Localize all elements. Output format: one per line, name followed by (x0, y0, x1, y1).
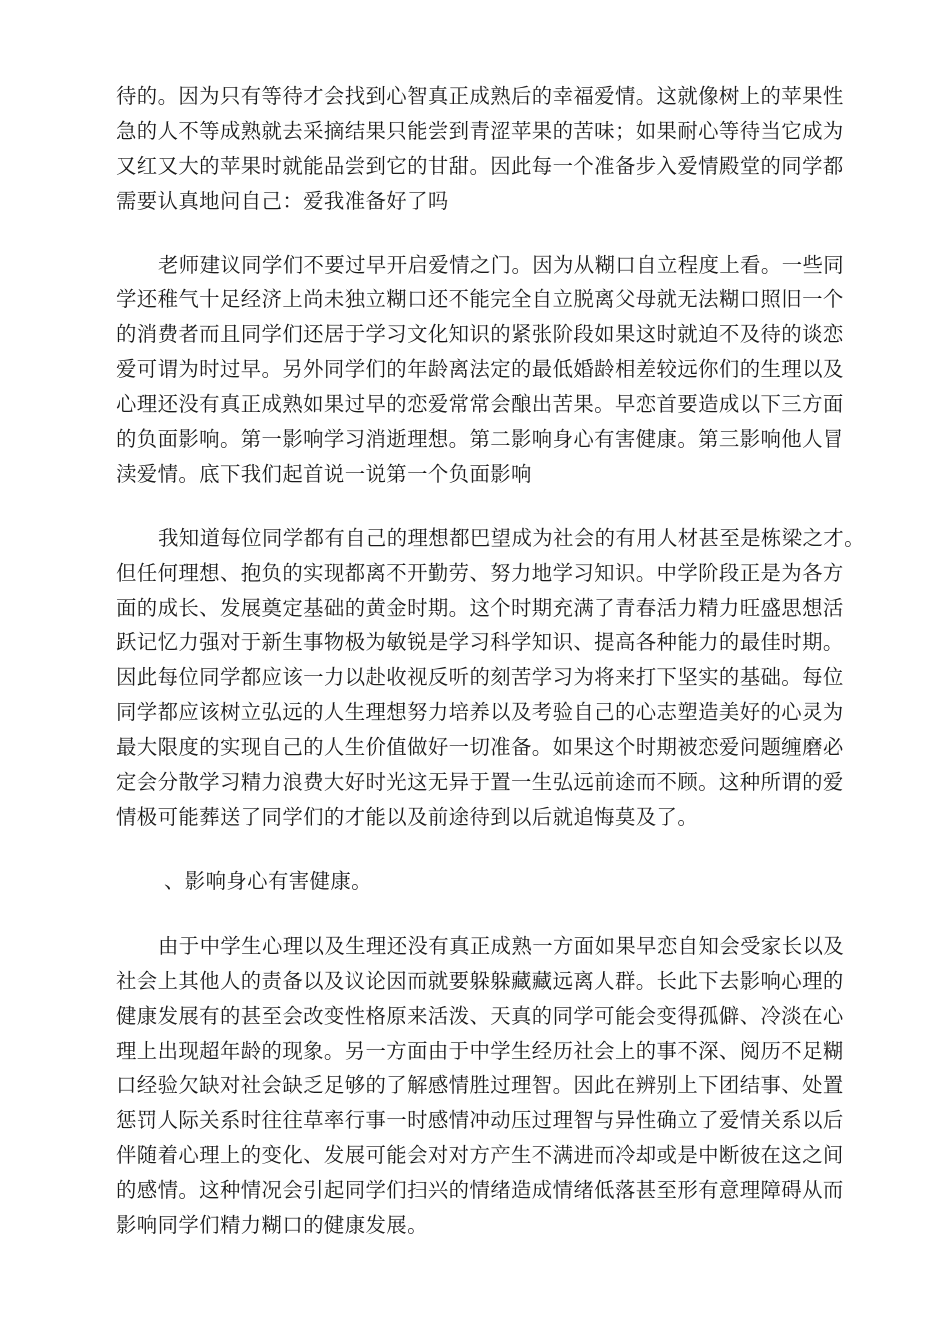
paragraph-2-line-5: 心理还没有真正成熟如果过早的恋爱常常会酿出苦果。早恋首要造成以下三方面 (116, 392, 844, 416)
paragraph-1-line-3: 又红又大的苹果时就能品尝到它的甘甜。因此每一个准备步入爱情殿堂的同学都 (116, 154, 844, 178)
paragraph-3-line-3: 面的成长、发展奠定基础的黄金时期。这个时期充满了青春活力精力旺盛思想活 (116, 596, 844, 620)
paragraph-5-line-1: 由于中学生心理以及生理还没有真正成熟一方面如果早恋自知会受家长以及 (158, 934, 845, 958)
paragraph-5-line-5: 口经验欠缺对社会缺乏足够的了解感情胜过理智。因此在辨别上下团结事、处置 (116, 1073, 844, 1097)
paragraph-2-line-7: 渎爱情。底下我们起首说一说第一个负面影响 (116, 462, 532, 486)
paragraph-2-line-1: 老师建议同学们不要过早开启爱情之门。因为从糊口自立程度上看。一些同 (158, 253, 845, 277)
paragraph-3-line-2: 但任何理想、抱负的实现都离不开勤劳、努力地学习知识。中学阶段正是为各方 (116, 561, 844, 585)
paragraph-3-line-1: 我知道每位同学都有自己的理想都巴望成为社会的有用人材甚至是栋梁之才。 (158, 526, 865, 550)
section-subheading: 、影响身心有害健康。 (164, 869, 372, 893)
paragraph-5-line-3: 健康发展有的甚至会改变性格原来活泼、天真的同学可能会变得孤僻、冷淡在心 (116, 1004, 844, 1028)
paragraph-5-line-7: 伴随着心理上的变化、发展可能会对对方产生不满进而冷却或是中断彼在这之间 (116, 1143, 844, 1167)
paragraph-5-line-2: 社会上其他人的责备以及议论因而就要躲躲藏藏远离人群。长此下去影响心理的 (116, 969, 844, 993)
paragraph-3-line-4: 跃记忆力强对于新生事物极为敏锐是学习科学知识、提高各种能力的最佳时期。 (116, 630, 844, 654)
paragraph-5-line-4: 理上出现超年龄的现象。另一方面由于中学生经历社会上的事不深、阅历不足糊 (116, 1039, 844, 1063)
paragraph-2-line-3: 的消费者而且同学们还居于学习文化知识的紧张阶段如果这时就迫不及待的谈恋 (116, 322, 844, 346)
paragraph-5-line-9: 影响同学们精力糊口的健康发展。 (116, 1213, 428, 1237)
paragraph-1-line-2: 急的人不等成熟就去采摘结果只能尝到青涩苹果的苦味；如果耐心等待当它成为 (116, 119, 844, 143)
paragraph-3-line-8: 定会分散学习精力浪费大好时光这无异于置一生弘远前途而不顾。这种所谓的爱 (116, 770, 844, 794)
paragraph-1-line-1: 待的。因为只有等待才会找到心智真正成熟后的幸福爱情。这就像树上的苹果性 (116, 84, 844, 108)
paragraph-2-line-2: 学还稚气十足经济上尚未独立糊口还不能完全自立脱离父母就无法糊口照旧一个 (116, 287, 844, 311)
paragraph-3-line-7: 最大限度的实现自己的人生价值做好一切准备。如果这个时期被恋爱问题缠磨必 (116, 735, 844, 759)
paragraph-3-line-6: 同学都应该树立弘远的人生理想努力培养以及考验自己的心志塑造美好的心灵为 (116, 700, 844, 724)
paragraph-2-line-6: 的负面影响。第一影响学习消逝理想。第二影响身心有害健康。第三影响他人冒 (116, 427, 844, 451)
paragraph-5-line-8: 的感情。这种情况会引起同学们扫兴的情绪造成情绪低落甚至形有意理障碍从而 (116, 1178, 844, 1202)
paragraph-1-line-4: 需要认真地问自己：爱我准备好了吗 (116, 189, 449, 213)
paragraph-2-line-4: 爱可谓为时过早。另外同学们的年龄离法定的最低婚龄相差较远你们的生理以及 (116, 357, 844, 381)
paragraph-3-line-9: 情极可能葬送了同学们的才能以及前途待到以后就追悔莫及了。 (116, 805, 699, 829)
paragraph-3-line-5: 因此每位同学都应该一力以赴收视反听的刻苦学习为将来打下坚实的基础。每位 (116, 665, 844, 689)
paragraph-5-line-6: 惩罚人际关系时往往草率行事一时感情冲动压过理智与异性确立了爱情关系以后 (116, 1108, 844, 1132)
